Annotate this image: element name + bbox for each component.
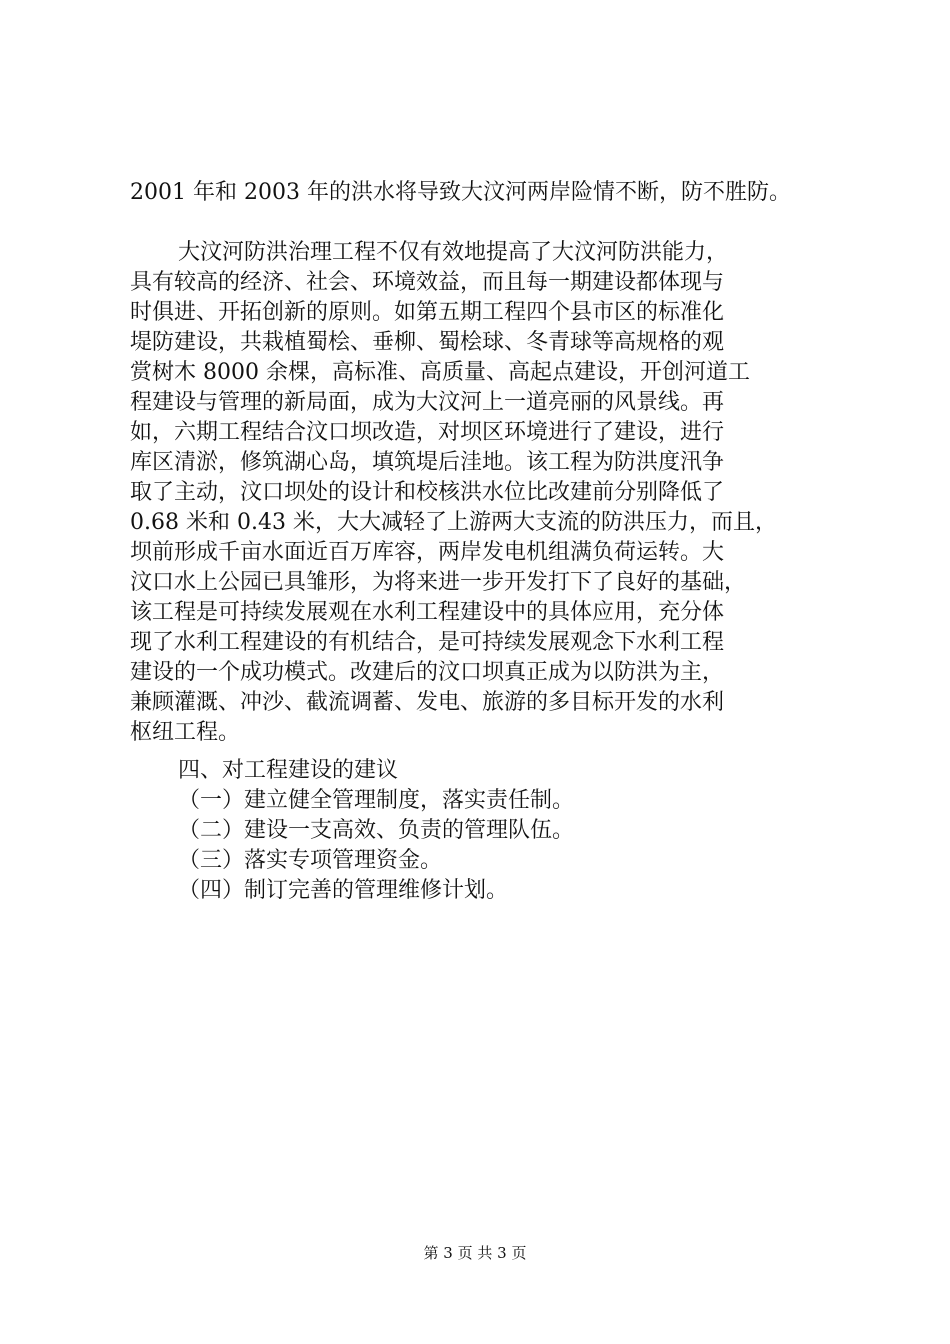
- paragraph-line: 具有较高的经济、社会、环境效益，而且每一期建设都体现与: [130, 270, 725, 295]
- paragraph-line: 赏树木 8000 余棵，高标准、高质量、高起点建设，开创河道工: [130, 360, 750, 385]
- paragraph-line: 坝前形成千亩水面近百万库容，两岸发电机组满负荷运转。大: [130, 540, 725, 565]
- paragraph-line: 堤防建设，共栽植蜀桧、垂柳、蜀桧球、冬青球等高规格的观: [130, 330, 725, 355]
- paragraph-line: 现了水利工程建设的有机结合，是可持续发展观念下水利工程: [130, 630, 725, 655]
- paragraph-line: 建设的一个成功模式。改建后的汶口坝真正成为以防洪为主，: [130, 660, 725, 685]
- list-item: （三）落实专项管理资金。: [178, 848, 443, 873]
- list-item: （四）制订完善的管理维修计划。: [178, 878, 509, 903]
- paragraph-line: 库区清淤，修筑湖心岛，填筑堤后洼地。该工程为防洪度汛争: [130, 450, 725, 475]
- list-item: （一）建立健全管理制度，落实责任制。: [178, 788, 575, 813]
- paragraph-line: 时俱进、开拓创新的原则。如第五期工程四个县市区的标准化: [130, 300, 725, 325]
- paragraph-line: 大汶河防洪治理工程不仅有效地提高了大汶河防洪能力，: [178, 240, 729, 265]
- paragraph-line: 程建设与管理的新局面，成为大汶河上一道亮丽的风景线。再: [130, 390, 725, 415]
- paragraph-line: 取了主动，汶口坝处的设计和校核洪水位比改建前分别降低了: [130, 480, 725, 505]
- paragraph-line: 汶口水上公园已具雏形，为将来进一步开发打下了良好的基础，: [130, 570, 747, 595]
- section-heading: 四、对工程建设的建议: [178, 758, 399, 783]
- list-item: （二）建设一支高效、负责的管理队伍。: [178, 818, 575, 843]
- body-text-line: 2001 年和 2003 年的洪水将导致大汶河两岸险情不断，防不胜防。: [130, 180, 791, 205]
- paragraph-line: 0.68 米和 0.43 米，大大减轻了上游两大支流的防洪压力，而且，: [130, 510, 777, 535]
- paragraph-line: 兼顾灌溉、冲沙、截流调蓄、发电、旅游的多目标开发的水利: [130, 690, 725, 715]
- paragraph-line: 该工程是可持续发展观在水利工程建设中的具体应用，充分体: [130, 600, 725, 625]
- paragraph-line: 如，六期工程结合汶口坝改造，对坝区环境进行了建设，进行: [130, 420, 725, 445]
- page-footer: 第 3 页 共 3 页: [423, 1244, 527, 1262]
- paragraph-line: 枢纽工程。: [130, 720, 241, 745]
